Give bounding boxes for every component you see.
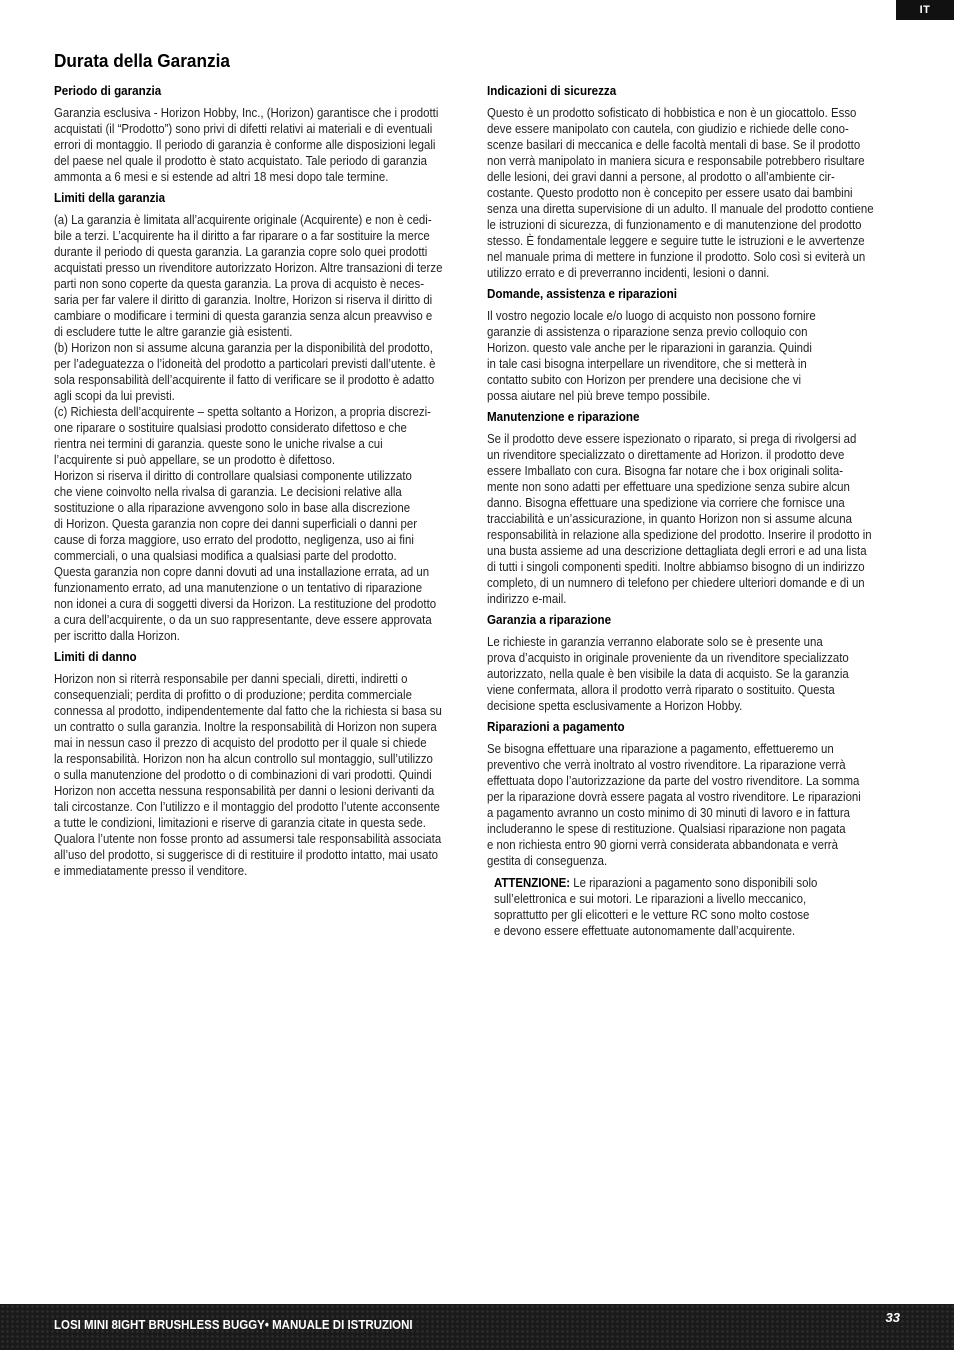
attention-label: ATTENZIONE: xyxy=(494,876,571,890)
section-body: Se il prodotto deve essere ispezionato o riparato, si prega di rivolgersi ad un rivenditore specializzato o direttamente ad Horizon. il prodotto deve essere Imballato con cura. Bisogna far notare che i box originali solita- mente non sono adatti per effettuare una spedizione senza subire alcun danno. Bisogna effettuare una spedizione via corriere che fornisce una tracciabilità e un’assicurazione, in quanto Horizon non si assume alcuna responsabilità in relazione alla spedizione del prodotto. Inserire il prodotto in una busta assieme ad una descrizione dettagliata degli errori e ad una lista di tutti i singoli componenti spediti. Inoltre abbiamso bisogno di un indirizzo completo, di un numnero di telefono per chiedere ulteriori domande e di un indirizzo e-mail. xyxy=(487,432,872,606)
footer-bar xyxy=(0,1304,954,1350)
section-heading: Indicazioni di sicurezza xyxy=(487,84,617,98)
section-questions-service xyxy=(487,287,927,404)
language-tab: IT xyxy=(896,0,954,20)
section-body: (a) La garanzia è limitata all’acquirente originale (Acquirente) e non è cedi- bile a terzi. L’acquirente ha il diritto a far riparare o a far sostituire la merce durante il periodo di questa garanzia. La garanzia copre solo quei prodotti acquistati presso un rivenditore autorizzato Horizon. Altre transazioni di terze parti non sono coperte da questa garanzia. La prova di acquisto è neces- saria per far valere il diritto di garanzia. Inoltre, Horizon si riserva il diritto di cambiare o modificare i termini di questa garanzia senza alcun preavviso e di escludere tutte le altre garanzie già esistenti. (b) Horizon non si assume alcuna garanzia per la disponibilità del prodotto, per l’adeguatezza o l’idoneità del prodotto a particolari previsti dall’utente. è sola responsabilità dell’acquirente il fatto di verificare se il prodotto è adatto agli scopi da lui previsti. (c) Richiesta dell’acquirente – spetta soltanto a Horizon, a propria discrezi- one riparare o sostituire qualsiasi prodotto considerato difettoso e che rientra nei termini di garanzia. queste sono le uniche rivalse a cui l’acquirente si può appellare, se un prodotto è difettoso. Horizon si riserva il diritto di controllare qualsiasi componente utilizzato che viene coinvolto nella rivalsa di garanzia. Le decisioni relative alla sostituzione o alla riparazione avvengono solo in base alla discrezione di Horizon. Questa garanzia non copre dei danni superficiali o danni per cause di forza maggiore, uso errato del prodotto, negligenza, uso ai fini commerciali, o una qualsiasi modifica a qualsiasi parte del prodotto. Questa garanzia non copre danni dovuti ad una installazione errata, ad un funzionamento errato, ad una manutenzione o un tentativo di riparazione non idonei a cura di soggetti diversi da Horizon. La restituzione del prodotto a cura dell’acquirente, o da un suo rappresentante, deve essere approvata per iscritto dalla Horizon. xyxy=(54,213,443,643)
section-body: Se bisogna effettuare una riparazione a pagamento, effettueremo un preventivo che verrà inoltrato al vostro rivenditore. La riparazione verrà effettuata dopo l’autorizzazione da parte del vostro rivenditore. La somma per la riparazione dovrà essere pagata al vostro rivenditore. Le riparazioni a pagamento avranno un costo minimo di 30 minuti di lavoro e in fattura includeranno le spese di restituzione. Qualsiasi riparazione non pagata e non richiesta entro 90 giorni verrà considerata abbandonata e verrà gestita di conseguenza. xyxy=(487,742,861,868)
section-maintenance-repair xyxy=(487,410,927,607)
section-heading: Limiti della garanzia xyxy=(54,191,166,205)
section-heading: Periodo di garanzia xyxy=(54,84,162,98)
page-number: 33 xyxy=(885,1310,900,1325)
section-body: Horizon non si riterrà responsabile per danni speciali, diretti, indiretti o consequenziali; perdita di profitto o di produzione; perdita commerciale connessa al prodotto, indipendentemente dal fatto che la richiesta si basa su un contratto o sulla garanzia. Inoltre la responsabilità di Horizon non supera mai in nessun caso il prezzo di acquisto del prodotto per il quale si chiede la responsabilità. Horizon non ha alcun controllo sul montaggio, sull’utilizzo o sulla manutenzione del prodotto o di combinazioni di vari prodotti. Quindi Horizon non accetta nessuna responsabilità per danni o lesioni derivanti da tali circostanze. Con l’utilizzo e il montaggio del prodotto l’utente acconsente a tutte le condizioni, limitazioni e riserve di garanzia citate in questa sede. Qualora l’utente non fosse pronto ad assumersi tale responsabilità associata all’uso del prodotto, si suggerisce di di restituire il prodotto intatto, mai usato e immediatamente presso il venditore. xyxy=(54,672,442,878)
section-warranty-repair xyxy=(487,613,927,714)
section-heading: Manutenzione e riparazione xyxy=(487,410,640,424)
section-safety xyxy=(487,84,927,281)
left-column xyxy=(54,84,500,885)
section-warranty-period xyxy=(54,84,500,185)
section-warranty-limits xyxy=(54,191,500,644)
section-heading: Domande, assistenza e riparazioni xyxy=(487,287,677,301)
page-title: Durata della Garanzia xyxy=(54,50,230,71)
attention-note xyxy=(494,875,890,939)
section-paid-repairs xyxy=(487,720,927,869)
section-heading: Limiti di danno xyxy=(54,650,137,664)
section-heading: Riparazioni a pagamento xyxy=(487,720,625,734)
right-column xyxy=(487,84,927,939)
attention-text: Le riparazioni a pagamento sono disponibili solo sull’elettronica e sui motori. Le riparazioni a livello meccanico, soprattutto per gli elicotteri e le vetture RC sono molto costose e devono essere effettuate autonomamente dall’acquirente. xyxy=(494,876,818,938)
section-body: Il vostro negozio locale e/o luogo di acquisto non possono fornire garanzie di assistenza o riparazione senza previo colloquio con Horizon. questo vale anche per le riparazioni in garanzia. Quindi in tale casi bisogna interpellare un rivenditore, che si metterà in contatto subito con Horizon per prendere una decisione che vi possa aiutare nel più breve tempo possibile. xyxy=(487,309,816,403)
section-body: Garanzia esclusiva - Horizon Hobby, Inc., (Horizon) garantisce che i prodotti acquistati (il “Prodotto”) sono privi di difetti relativi ai materiali e di eventuali errori di montaggio. Il periodo di garanzia è conforme alle disposizioni legali del paese nel quale il prodotto è stato acquistato. Tale periodo di garanzia ammonta a 6 mesi e si estende ad altri 18 mesi dopo tale termine. xyxy=(54,106,439,184)
section-body: Questo è un prodotto sofisticato di hobbistica e non è un giocattolo. Esso deve essere manipolato con cautela, con giudizio e richiede delle cono- scenze basilari di meccanica e delle facoltà mentali di base. Se il prodotto non verrà manipolato in maniera sicura e responsabile potrebbero risultare delle lesioni, dei gravi danni a persone, al prodotto o all’ambiente cir- costante. Questo prodotto non è concepito per essere usato dai bambini senza una diretta supervisione di un adulto. Il manuale del prodotto contiene le istruzioni di sicurezza, di funzionamento e di manutenzione del prodotto stesso. È fondamentale leggere e seguire tutte le istruzioni e le avvertenze nel manuale prima di mettere in funzione il prodotto. Solo così si eviterà un utilizzo errato e di preverranno incidenti, lesioni o danni. xyxy=(487,106,874,280)
section-heading: Garanzia a riparazione xyxy=(487,613,612,627)
section-body: Le richieste in garanzia verranno elaborate solo se è presente una prova d’acquisto in originale proveniente da un rivenditore specializzato autorizzato, nella quale è ben visibile la data di acquisto. Se la garanzia viene confermata, allora il prodotto verrà riparato o sostituito. Questa decisione spetta esclusivamente a Horizon Hobby. xyxy=(487,635,849,713)
footer-title: LOSI MINI 8IGHT BRUSHLESS BUGGY• MANUALE DI ISTRUZIONI xyxy=(54,1318,413,1332)
section-damage-limits xyxy=(54,650,500,879)
